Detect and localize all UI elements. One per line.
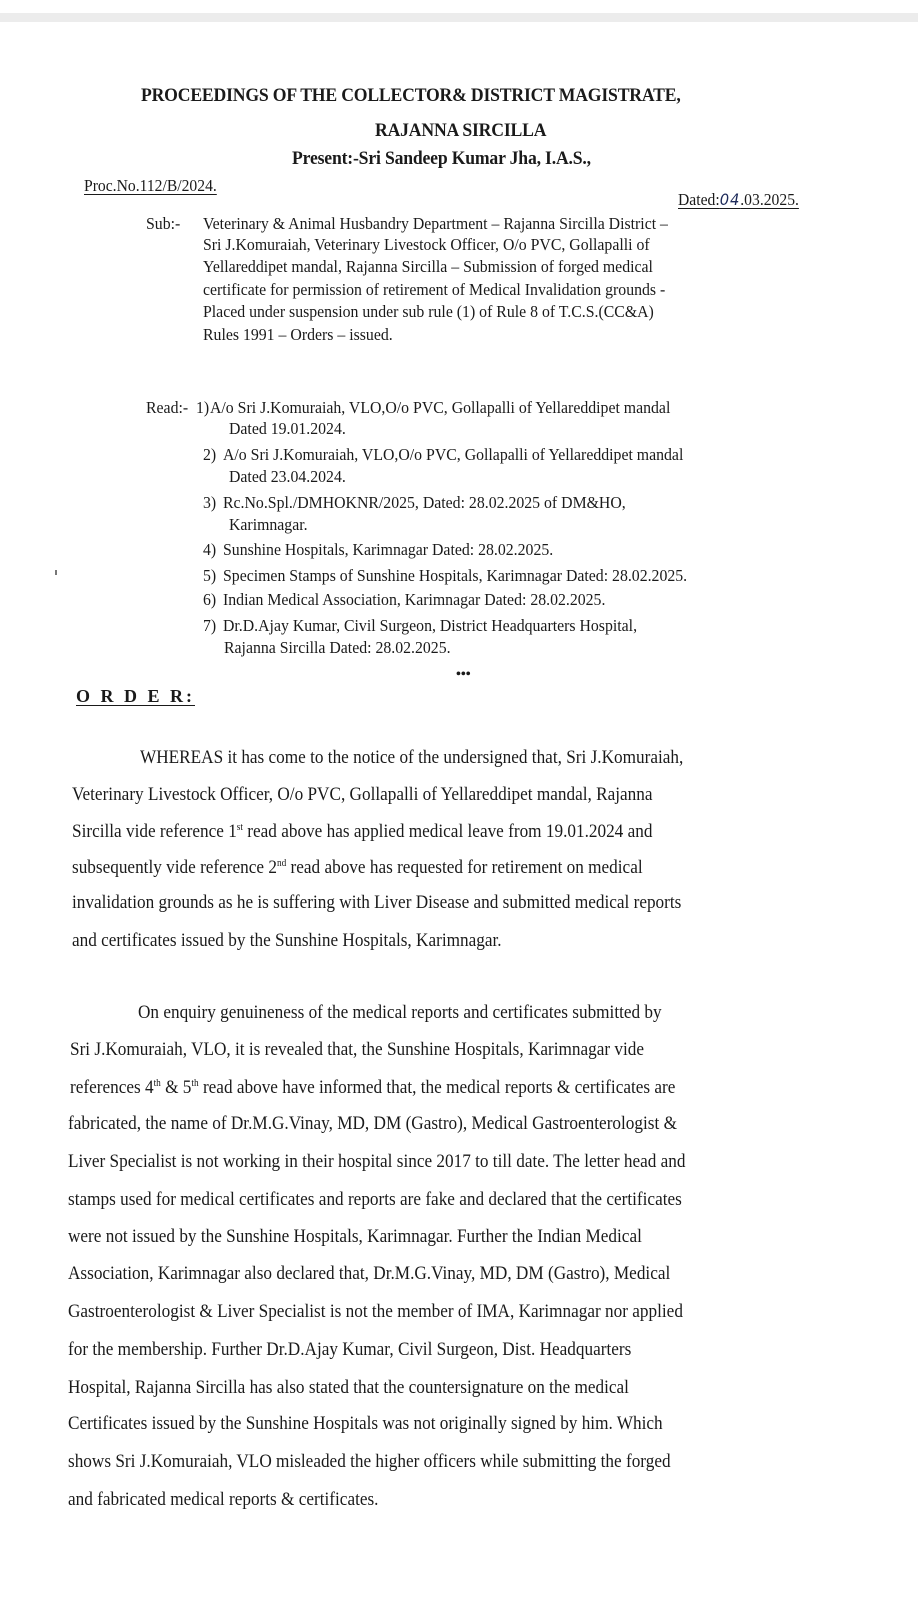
paragraph-line: and certificates issued by the Sunshine Hospitals, Karimnagar. bbox=[72, 931, 502, 951]
paragraph-line: were not issued by the Sunshine Hospitals, Karimnagar. Further the Indian Medical bbox=[68, 1227, 642, 1247]
text-run: Sircilla vide reference 1 bbox=[72, 822, 237, 843]
proceeding-date bbox=[678, 190, 799, 210]
paragraph-line bbox=[70, 1078, 675, 1099]
text-run: subsequently vide reference 2 bbox=[72, 858, 277, 879]
document-title-line1: PROCEEDINGS OF THE COLLECTOR& DISTRICT MAGISTRATE, bbox=[141, 85, 681, 106]
scan-speck bbox=[55, 570, 57, 575]
read-item-number: 7) bbox=[203, 616, 217, 635]
section-separator: ••• bbox=[456, 667, 471, 682]
read-item-number: 4) bbox=[203, 540, 217, 559]
paragraph-line: Hospital, Rajanna Sircilla has also stated that the countersignature on the medical bbox=[68, 1378, 629, 1398]
handwritten-day: 04 bbox=[719, 190, 741, 209]
subject-label: Sub:- bbox=[146, 214, 181, 233]
paragraph-line: shows Sri J.Komuraiah, VLO misleaded the higher officers while submitting the forged bbox=[68, 1452, 671, 1472]
read-item-number: 1) bbox=[196, 398, 210, 417]
paragraph-line: Certificates issued by the Sunshine Hospitals was not originally signed by him. Which bbox=[68, 1414, 663, 1434]
read-item-text: Sunshine Hospitals, Karimnagar Dated: 28.02.2025. bbox=[223, 540, 554, 559]
subject-line: Veterinary & Animal Husbandry Department – Rajanna Sircilla District – bbox=[203, 214, 668, 233]
read-item-text: Dated 23.04.2024. bbox=[229, 467, 346, 486]
paragraph-line: Sri J.Komuraiah, VLO, it is revealed that, the Sunshine Hospitals, Karimnagar vide bbox=[70, 1040, 645, 1060]
paragraph-line: WHEREAS it has come to the notice of the undersigned that, Sri J.Komuraiah, bbox=[140, 748, 684, 768]
dated-prefix: Dated: bbox=[678, 190, 720, 209]
read-item-text: Indian Medical Association, Karimnagar Dated: 28.02.2025. bbox=[223, 590, 606, 609]
text-run: read above has requested for retirement on medical bbox=[286, 858, 643, 879]
paragraph-line: Veterinary Livestock Officer, O/o PVC, Gollapalli of Yellareddipet mandal, Rajanna bbox=[72, 785, 653, 805]
read-item-number: 3) bbox=[203, 493, 217, 512]
paragraph-line: On enquiry genuineness of the medical reports and certificates submitted by bbox=[138, 1003, 662, 1023]
text-run: read above have informed that, the medical reports & certificates are bbox=[198, 1078, 676, 1099]
presiding-officer: Present:-Sri Sandeep Kumar Jha, I.A.S., bbox=[292, 148, 591, 169]
read-item-text: A/o Sri J.Komuraiah, VLO,O/o PVC, Gollapalli of Yellareddipet mandal bbox=[223, 445, 684, 464]
ordinal-suffix: st bbox=[236, 822, 244, 833]
document-title-line2: RAJANNA SIRCILLA bbox=[375, 120, 547, 141]
proceeding-number: Proc.No.112/B/2024. bbox=[84, 176, 217, 195]
paragraph-line: Gastroenterologist & Liver Specialist is not the member of IMA, Karimnagar nor applied bbox=[68, 1302, 683, 1322]
paragraph-line: invalidation grounds as he is suffering with Liver Disease and submitted medical reports bbox=[72, 893, 682, 913]
read-item-text: Specimen Stamps of Sunshine Hospitals, Karimnagar Dated: 28.02.2025. bbox=[223, 566, 688, 585]
read-label: Read:- bbox=[146, 398, 189, 417]
read-item-number: 6) bbox=[203, 590, 217, 609]
paragraph-line: and fabricated medical reports & certificates. bbox=[68, 1490, 379, 1510]
order-heading: O R D E R: bbox=[76, 686, 195, 706]
subject-line: Placed under suspension under sub rule (1) of Rule 8 of T.C.S.(CC&A) bbox=[203, 302, 654, 321]
dated-suffix: .03.2025. bbox=[740, 190, 799, 209]
subject-line: Yellareddipet mandal, Rajanna Sircilla – Submission of forged medical bbox=[203, 257, 653, 276]
subject-line: Sri J.Komuraiah, Veterinary Livestock Officer, O/o PVC, Gollapalli of bbox=[203, 235, 650, 254]
ordinal-suffix: th bbox=[191, 1078, 199, 1089]
read-item-text: Dr.D.Ajay Kumar, Civil Surgeon, District Headquarters Hospital, bbox=[223, 616, 638, 635]
read-item-text: A/o Sri J.Komuraiah, VLO,O/o PVC, Gollapalli of Yellareddipet mandal bbox=[210, 398, 671, 417]
paragraph-line: fabricated, the name of Dr.M.G.Vinay, MD, DM (Gastro), Medical Gastroenterologist & bbox=[68, 1114, 677, 1134]
paragraph-line: stamps used for medical certificates and reports are fake and declared that the certificates bbox=[68, 1190, 682, 1210]
read-item-text: Rajanna Sircilla Dated: 28.02.2025. bbox=[224, 638, 451, 657]
ordinal-suffix: nd bbox=[276, 858, 287, 869]
ordinal-suffix: th bbox=[153, 1078, 161, 1089]
read-item-text: Karimnagar. bbox=[229, 515, 308, 534]
text-run: & 5 bbox=[160, 1078, 192, 1099]
read-item-text: Dated 19.01.2024. bbox=[229, 419, 346, 438]
read-item-text: Rc.No.Spl./DMHOKNR/2025, Dated: 28.02.2025 of DM&HO, bbox=[223, 493, 626, 512]
subject-line: Rules 1991 – Orders – issued. bbox=[203, 325, 393, 344]
paragraph-line: for the membership. Further Dr.D.Ajay Kumar, Civil Surgeon, Dist. Headquarters bbox=[68, 1340, 632, 1360]
paragraph-line bbox=[72, 822, 652, 843]
paragraph-line bbox=[72, 858, 643, 879]
text-run: references 4 bbox=[70, 1078, 154, 1099]
subject-line: certificate for permission of retirement of Medical Invalidation grounds - bbox=[203, 280, 666, 299]
paragraph-line: Association, Karimnagar also declared that, Dr.M.G.Vinay, MD, DM (Gastro), Medical bbox=[68, 1264, 671, 1284]
paragraph-line: Liver Specialist is not working in their hospital since 2017 to till date. The letter head and bbox=[68, 1152, 686, 1172]
text-run: read above has applied medical leave from 19.01.2024 and bbox=[243, 822, 653, 843]
read-item-number: 2) bbox=[203, 445, 217, 464]
read-item-number: 5) bbox=[203, 566, 217, 585]
